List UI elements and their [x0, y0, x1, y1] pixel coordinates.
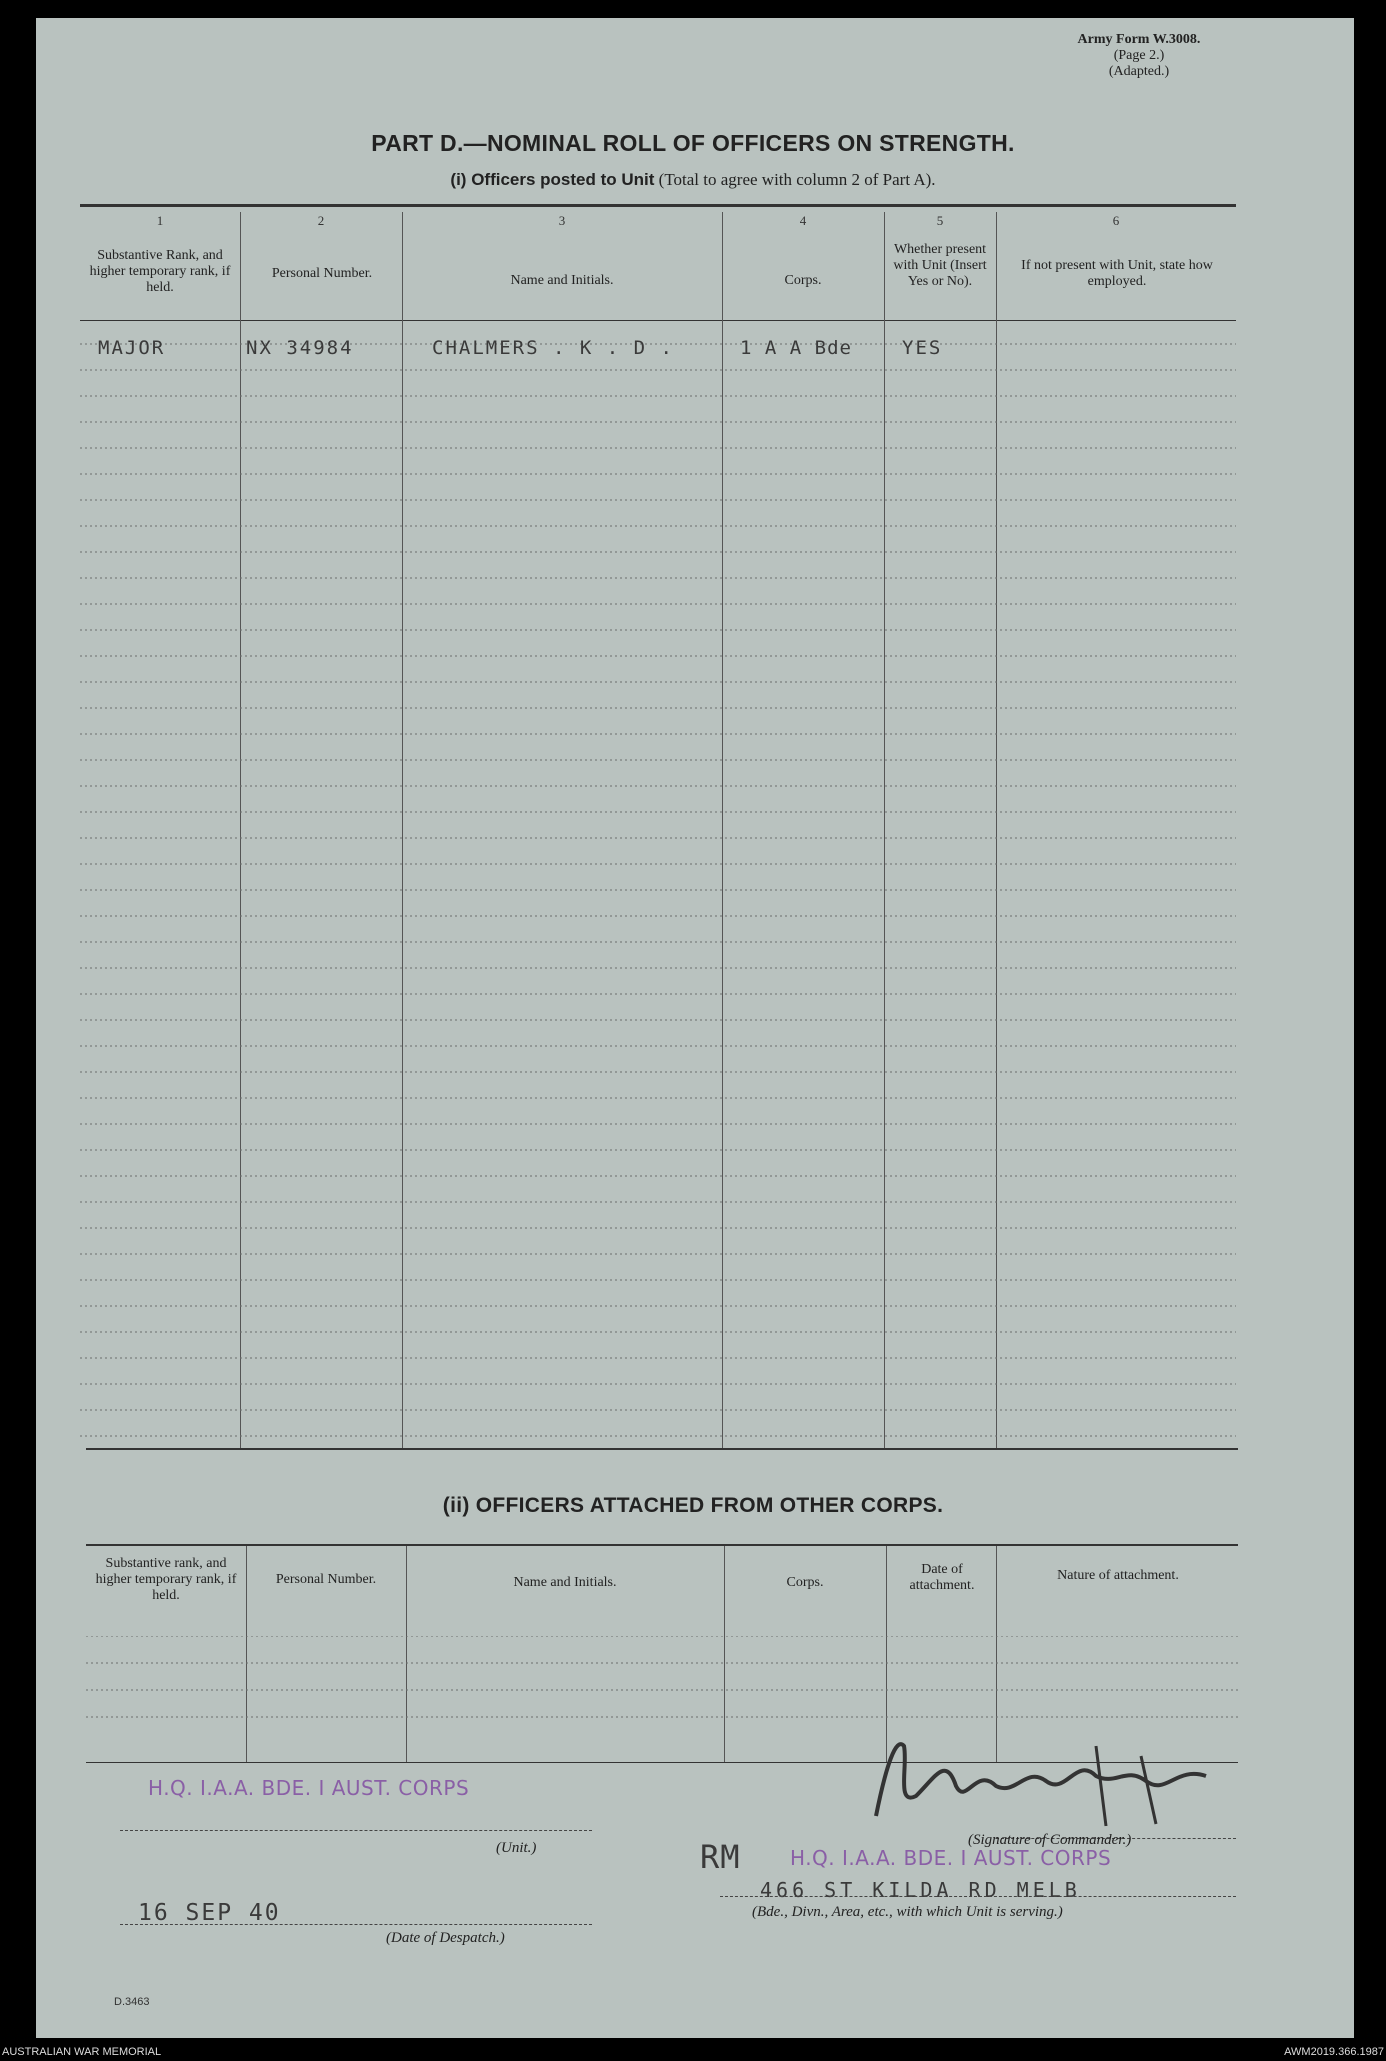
unit-label: (Unit.) — [496, 1840, 537, 1856]
bde-line — [720, 1896, 1236, 1897]
column-number: 5 — [936, 213, 944, 228]
header-present: Whether present with Unit (Insert Yes or No). — [893, 242, 987, 289]
part-d-subtitle — [0, 170, 1386, 190]
header-corps: Corps. — [784, 273, 822, 288]
bde-address: 466 ST KILDA RD MELB — [760, 1878, 1081, 1902]
part-ii-top-rule — [86, 1544, 1238, 1546]
form-page: (Page 2.) — [1113, 48, 1165, 63]
entry-personal-number: NX 34984 — [246, 337, 354, 359]
ii-header-date: Date of attachment. — [909, 1562, 975, 1593]
bde-label: (Bde., Divn., Area, etc., with which Unit is serving.) — [752, 1904, 1063, 1920]
subtitle-bold: (i) Officers posted to Unit — [450, 170, 655, 189]
commander-signature — [856, 1726, 1236, 1836]
header-rank: Substantive Rank, and higher temporary rank, if held. — [89, 248, 231, 295]
ii-header-corps: Corps. — [786, 1575, 824, 1590]
part-ii-title: (ii) OFFICERS ATTACHED FROM OTHER CORPS. — [442, 1494, 944, 1517]
table-top-rule — [80, 204, 1236, 207]
form-adapted: (Adapted.) — [1108, 64, 1170, 79]
date-line — [120, 1924, 592, 1925]
column-number: 1 — [156, 213, 164, 228]
archive-id: AWM2019.366.1987 — [1284, 2046, 1384, 2058]
ii-header-personal-number: Personal Number. — [275, 1572, 377, 1587]
initials: RM — [700, 1838, 741, 1876]
form-identifier — [1039, 32, 1239, 80]
entry-present: YES — [902, 337, 943, 359]
part-d-title: PART D.—NOMINAL ROLL OF OFFICERS ON STRENGTH. — [371, 130, 1015, 156]
date-of-despatch: 16 SEP 40 — [138, 1900, 281, 1926]
header-personal-number: Personal Number. — [271, 266, 373, 281]
ii-header-rank: Substantive rank, and higher temporary rank, if held. — [95, 1556, 237, 1603]
signature-label: (Signature of Commander.) — [968, 1832, 1132, 1848]
column-number: 4 — [799, 213, 807, 228]
archive-credit: AUSTRALIAN WAR MEMORIAL — [2, 2046, 162, 2058]
date-label: (Date of Despatch.) — [386, 1930, 505, 1946]
ii-header-nature: Nature of attachment. — [1057, 1568, 1179, 1583]
ii-header-name: Name and Initials. — [513, 1575, 617, 1590]
subtitle-rest: (Total to agree with column 2 of Part A). — [658, 170, 936, 189]
form-id: Army Form W.3008. — [1077, 32, 1201, 47]
unit-line — [120, 1830, 592, 1831]
unit-stamp: H.Q. I.A.A. BDE. I AUST. CORPS — [148, 1776, 470, 1800]
header-name: Name and Initials. — [510, 273, 614, 288]
header-employed: If not present with Unit, state how employed. — [1021, 258, 1213, 289]
ruled-lines — [80, 320, 1240, 1450]
entry-rank: MAJOR — [98, 337, 166, 359]
column-number: 3 — [558, 213, 566, 228]
column-number: 2 — [317, 213, 325, 228]
bde-stamp: H.Q. I.A.A. BDE. I AUST. CORPS — [790, 1846, 1112, 1870]
form-code: D.3463 — [114, 1996, 150, 2008]
entry-corps: 1 A A Bde — [740, 337, 852, 359]
column-number: 6 — [1112, 213, 1120, 228]
entry-name: CHALMERS . K . D . — [432, 337, 674, 359]
